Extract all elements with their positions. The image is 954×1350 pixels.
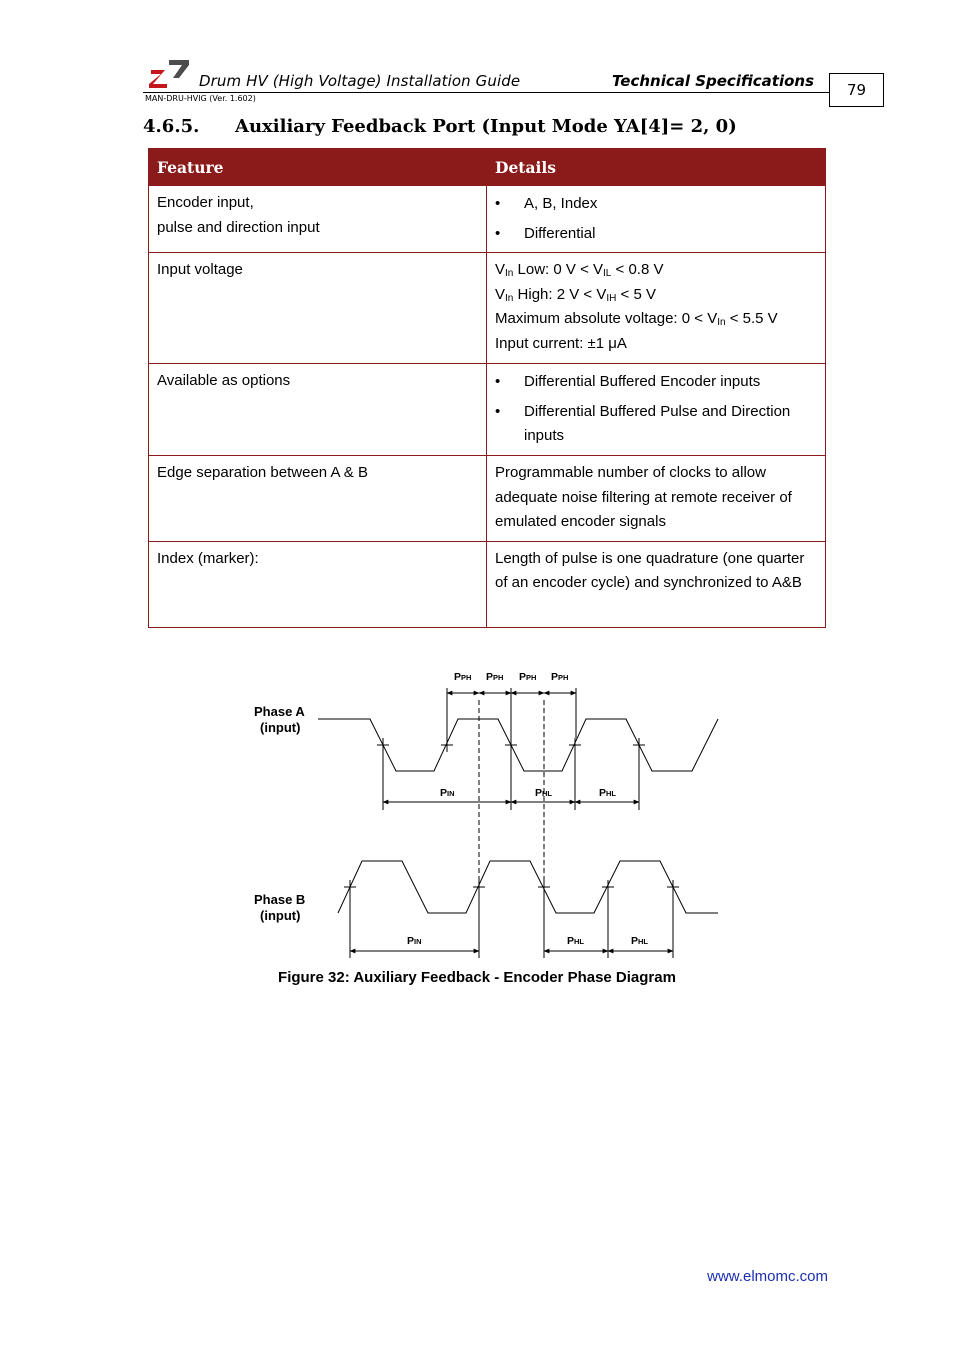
section-title: Auxiliary Feedback Port (Input Mode YA[4]= 2, 0) — [235, 116, 737, 137]
details-text: Programmable number of clocks to allow adequate noise filtering at remote receiver of emulated encoder signals — [495, 464, 792, 530]
feature-text: Available as options — [157, 372, 291, 389]
document-version: MAN-DRU-HVIG (Ver. 1.602) — [145, 94, 256, 103]
footer-website-link[interactable]: www.elmomc.com — [707, 1268, 828, 1285]
feature-text: Encoder input, — [157, 194, 254, 211]
details-cell — [487, 253, 826, 364]
vin-low-line: $V_{In}$ Low: 0 $V < V_{IL} < 0.8$ V — [495, 261, 664, 279]
section-number: 4.6.5. — [143, 116, 200, 137]
phl-label: PHL — [631, 935, 649, 947]
details-cell — [487, 456, 826, 542]
details-text: Length of pulse is one quadrature (one quarter of an encoder cycle) and synchronized to A&B — [495, 549, 805, 591]
page-number: 79 — [829, 73, 884, 107]
details-cell — [487, 364, 826, 456]
pin-label: PIN — [440, 787, 455, 799]
feature-text: Index (marker): — [157, 549, 259, 567]
details-cell — [487, 541, 826, 627]
phase-b-input-label: (input) — [260, 908, 301, 923]
pph-label: PPH — [519, 671, 537, 683]
feature-cell — [149, 253, 487, 364]
max-voltage-line: Maximum absolute voltage: $0 < V_{In} < 5.5$ V — [495, 310, 778, 328]
table-header-row — [149, 149, 826, 186]
pph-label: PPH — [486, 671, 504, 683]
header-rule — [143, 92, 829, 93]
bullet-item: • Differential Buffered Encoder inputs — [495, 370, 817, 394]
table-row — [149, 541, 826, 627]
feature-text: Input voltage — [157, 261, 243, 278]
phase-b-waveform — [338, 861, 718, 913]
column-header-details: Details — [487, 149, 826, 186]
feature-cell — [149, 456, 487, 542]
feature-text: pulse and direction input — [157, 218, 320, 236]
section-name: Technical Specifications — [611, 72, 814, 90]
phase-b-label: Phase B — [254, 892, 306, 907]
table-row — [149, 253, 826, 364]
phase-a-ticks — [377, 738, 645, 752]
phl-label: PHL — [567, 935, 585, 947]
phl-label: PHL — [599, 787, 617, 799]
table-row — [149, 186, 826, 253]
feature-cell — [149, 541, 487, 627]
spec-table — [148, 148, 826, 628]
feature-cell — [149, 364, 487, 456]
phase-b-ticks — [344, 880, 679, 894]
elmo-logo — [149, 58, 191, 88]
table-row — [149, 364, 826, 456]
details-cell — [487, 186, 826, 253]
pph-label: PPH — [551, 671, 569, 683]
document-title: Drum HV (High Voltage) Installation Guide — [199, 72, 521, 90]
phase-a-label: Phase A — [254, 704, 305, 719]
phl-label: PHL — [535, 787, 553, 799]
pph-label: PPH — [454, 671, 472, 683]
figure-caption: Figure 32: Auxiliary Feedback - Encoder Phase Diagram — [278, 969, 676, 986]
bullet-item: • Differential — [495, 222, 817, 246]
input-current-line: Input current: ±1 μA — [495, 334, 627, 352]
bullet-item: • Differential Buffered Pulse and Direction inputs — [495, 400, 817, 448]
bullet-item: • A, B, Index — [495, 192, 817, 216]
feature-text: Edge separation between A & B — [157, 464, 368, 481]
encoder-phase-diagram — [240, 660, 730, 970]
table-row — [149, 456, 826, 542]
pin-label: PIN — [407, 935, 422, 947]
column-header-feature: Feature — [149, 149, 487, 186]
phase-a-input-label: (input) — [260, 720, 301, 735]
vin-high-line: $V_{In}$ High: 2 $V < V_{IH} < 5$ V — [495, 285, 656, 304]
feature-cell — [149, 186, 487, 253]
